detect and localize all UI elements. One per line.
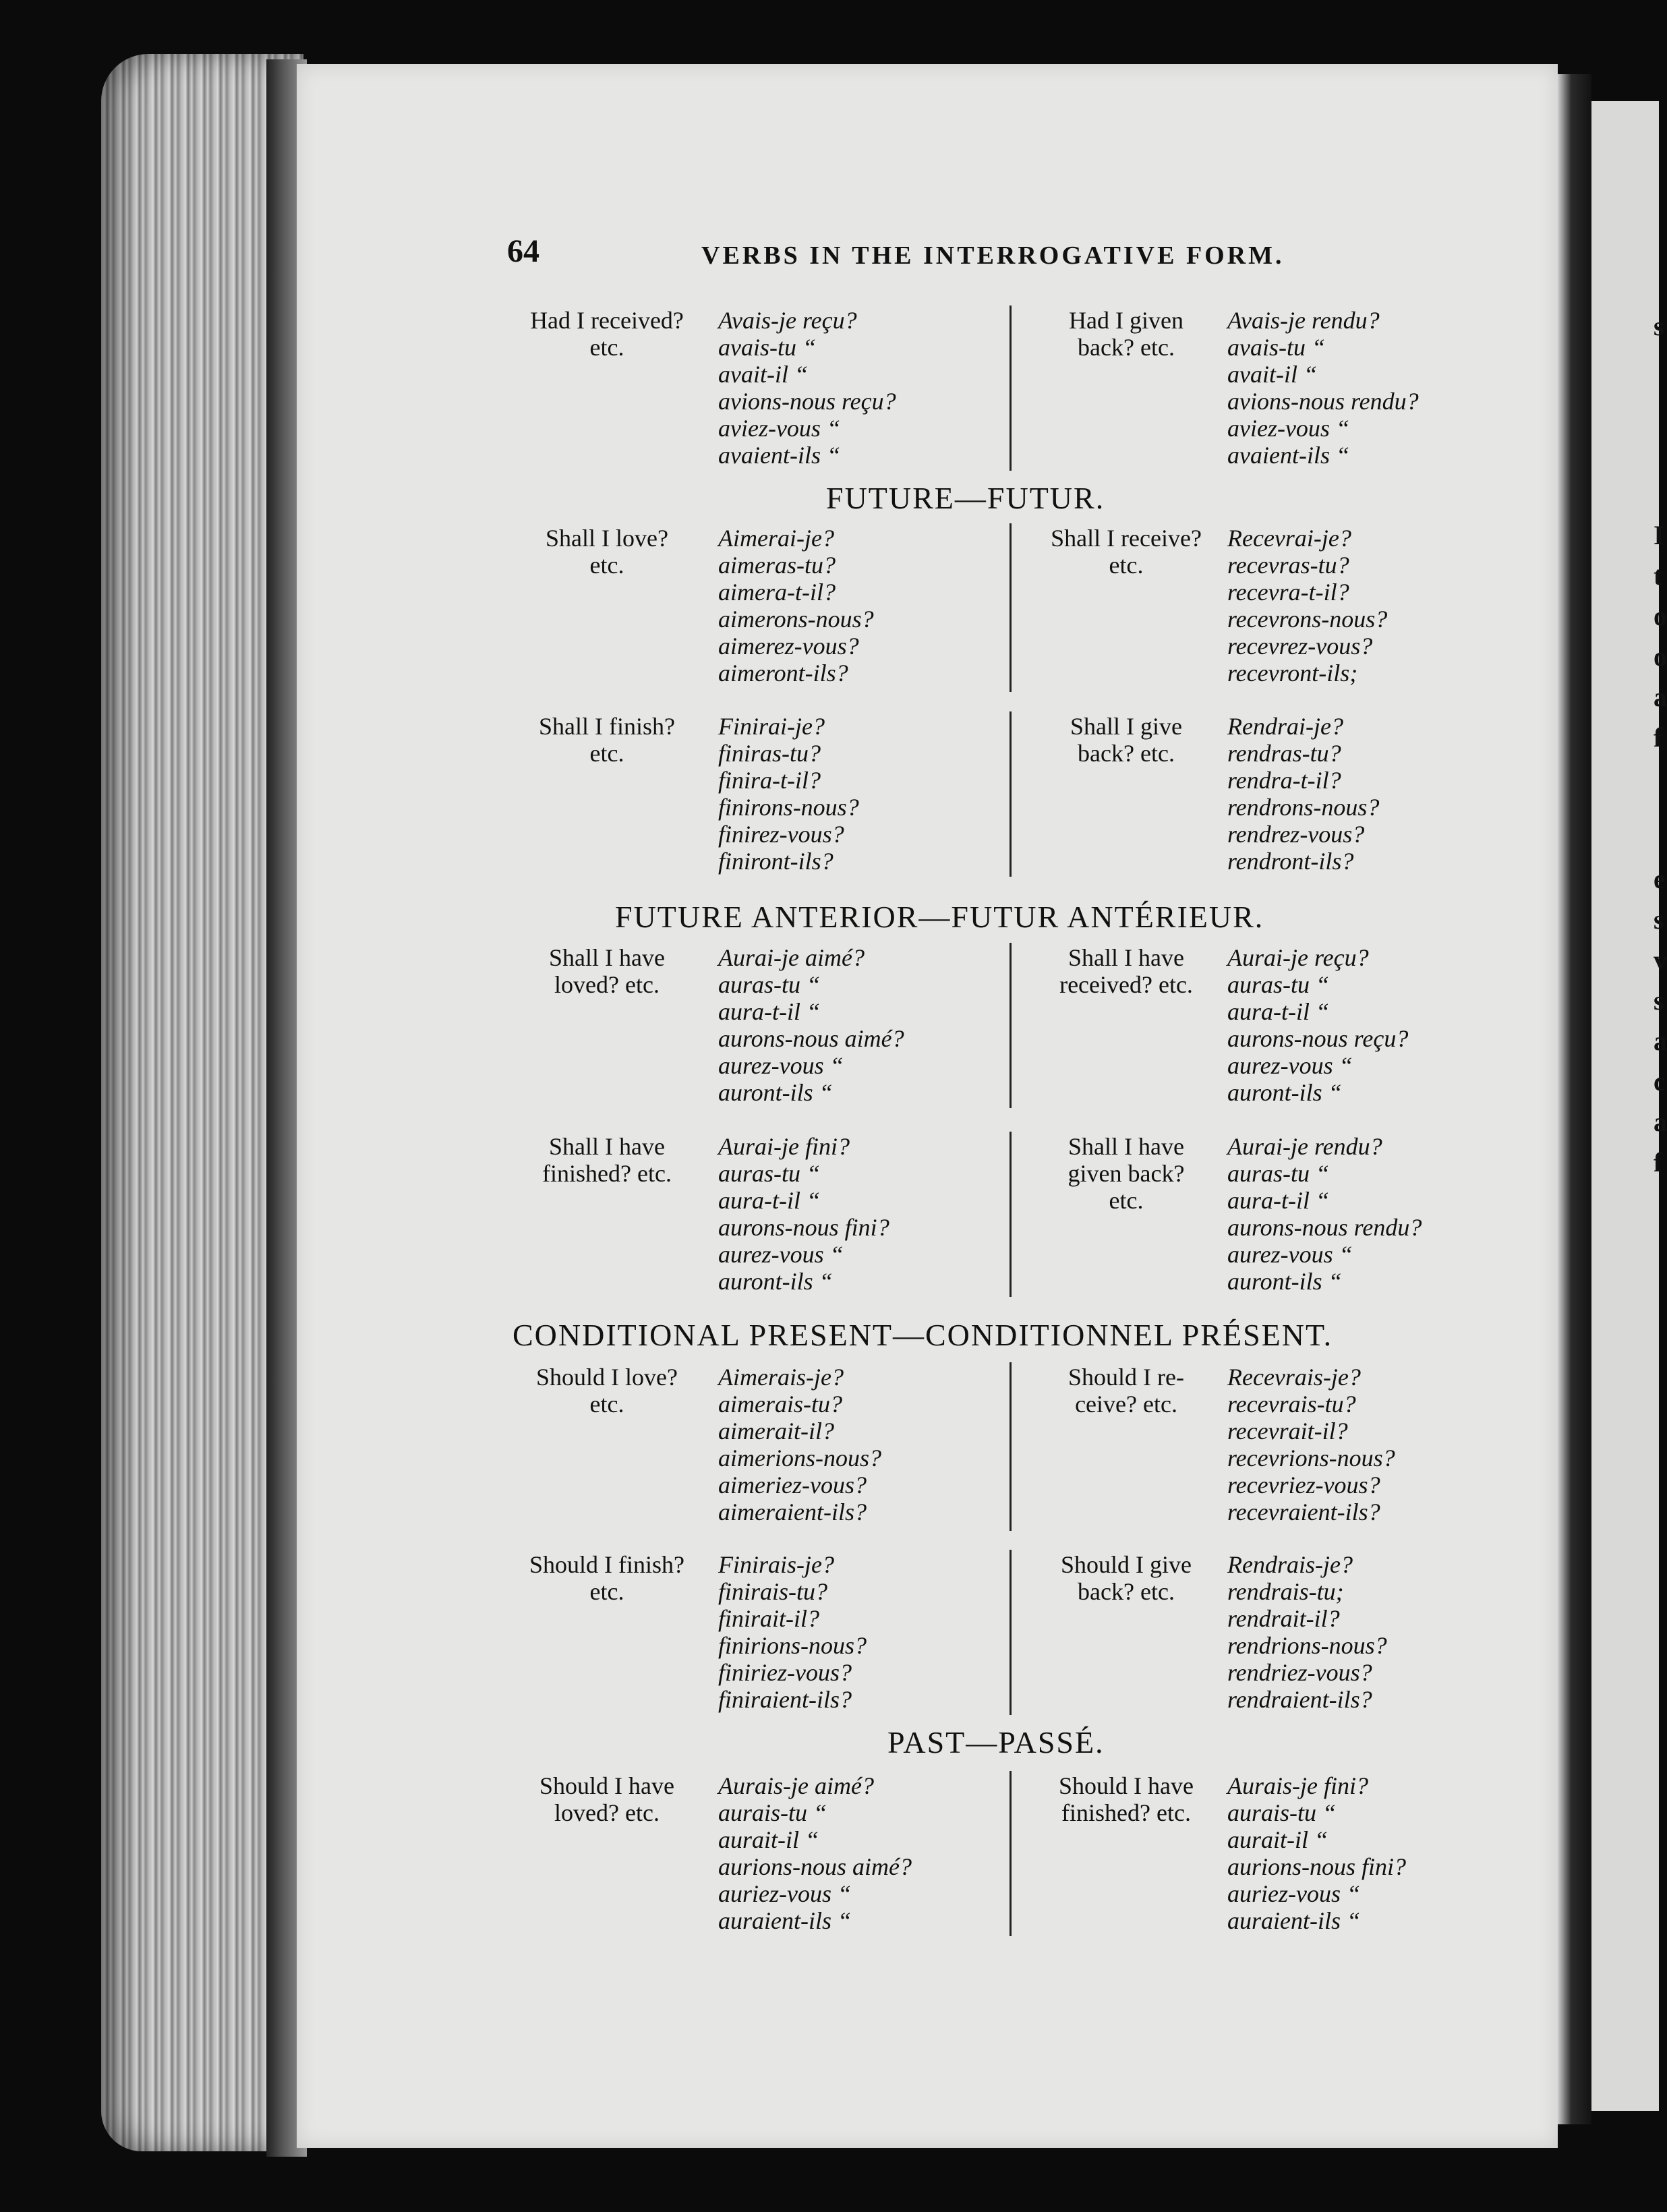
french-line: avais-tu “ xyxy=(1227,334,1326,361)
english-line: etc. xyxy=(589,1391,624,1418)
french-line: auraient-ils “ xyxy=(1227,1907,1361,1934)
left-french-conjugation xyxy=(718,525,874,687)
french-line: aimerions-nous? xyxy=(718,1445,881,1472)
french-line: Recevrai-je? xyxy=(1227,525,1351,552)
english-line: etc. xyxy=(589,1578,624,1605)
french-line: recevriez-vous? xyxy=(1227,1472,1380,1498)
french-line: aura-t-il “ xyxy=(1227,998,1330,1025)
french-line: finiraient-ils? xyxy=(718,1686,852,1713)
right-french-conjugation xyxy=(1227,307,1419,469)
running-header: VERBS IN THE INTERROGATIVE FORM. xyxy=(701,241,1285,270)
french-line: auras-tu “ xyxy=(718,1160,821,1187)
french-line: Recevrais-je? xyxy=(1227,1364,1361,1391)
left-english-prompt xyxy=(506,713,708,767)
heading-past: PAST—PASSÉ. xyxy=(887,1725,1105,1759)
english-line: Shall I have xyxy=(1068,944,1184,971)
french-line: rendriez-vous? xyxy=(1227,1659,1372,1686)
facing-page-letter: s xyxy=(1654,904,1664,935)
english-line: Should I love? xyxy=(536,1364,678,1391)
english-line: Shall I love? xyxy=(546,525,668,552)
facing-page-letter: f xyxy=(1654,722,1663,753)
right-english-prompt xyxy=(1028,1772,1224,1826)
english-line: etc. xyxy=(589,740,624,767)
facing-page-letter: a xyxy=(1654,1107,1667,1137)
english-line: back? etc. xyxy=(1078,1578,1175,1605)
french-line: Aimerai-je? xyxy=(718,525,834,552)
left-french-conjugation xyxy=(718,1364,881,1525)
french-line: rendraient-ils? xyxy=(1227,1686,1372,1713)
right-french-conjugation xyxy=(1227,525,1387,687)
french-line: aurons-nous aimé? xyxy=(718,1025,904,1052)
facing-page-letter: v xyxy=(1654,945,1667,975)
english-line: back? etc. xyxy=(1078,334,1175,361)
french-line: recevrez-vous? xyxy=(1227,633,1373,660)
left-english-prompt xyxy=(506,944,708,998)
right-english-prompt xyxy=(1028,1364,1224,1418)
french-line: aurait-il “ xyxy=(718,1826,819,1853)
right-english-prompt xyxy=(1028,307,1224,361)
column-divider xyxy=(1010,1771,1012,1936)
french-line: finirons-nous? xyxy=(718,794,859,821)
french-line: recevrait-il? xyxy=(1227,1418,1348,1445)
french-line: finiront-ils? xyxy=(718,848,834,875)
french-line: Avais-je reçu? xyxy=(718,307,857,334)
french-line: finira-t-il? xyxy=(718,767,821,794)
left-english-prompt xyxy=(506,525,708,579)
left-english-prompt xyxy=(506,1133,708,1187)
english-line: finished? etc. xyxy=(1061,1799,1191,1826)
french-line: Finirais-je? xyxy=(718,1551,834,1578)
french-line: aurez-vous “ xyxy=(1227,1241,1353,1268)
left-french-conjugation xyxy=(718,307,896,469)
french-line: aimerait-il? xyxy=(718,1418,834,1445)
french-line: aurez-vous “ xyxy=(718,1241,844,1268)
english-line: Should I have xyxy=(539,1772,674,1799)
french-line: finiras-tu? xyxy=(718,740,821,767)
right-french-conjugation xyxy=(1227,713,1379,875)
right-french-conjugation xyxy=(1227,1133,1422,1295)
left-french-conjugation xyxy=(718,944,904,1106)
english-line: ceive? etc. xyxy=(1075,1391,1177,1418)
french-line: recevra-t-il? xyxy=(1227,579,1349,606)
french-line: aura-t-il “ xyxy=(718,1187,821,1214)
french-line: aurais-tu “ xyxy=(1227,1799,1337,1826)
french-line: Finirai-je? xyxy=(718,713,825,740)
facing-page-letter: c xyxy=(1654,1066,1666,1097)
left-english-prompt xyxy=(506,1772,708,1826)
left-french-conjugation xyxy=(718,1133,889,1295)
column-divider xyxy=(1010,1362,1012,1531)
next-page-edge xyxy=(1591,101,1659,2111)
english-line: etc. xyxy=(1109,1187,1144,1214)
french-line: auras-tu “ xyxy=(718,971,821,998)
right-english-prompt xyxy=(1028,1133,1224,1214)
english-line: finished? etc. xyxy=(542,1160,672,1187)
right-french-conjugation xyxy=(1227,944,1408,1106)
english-line: Shall I receive? xyxy=(1051,525,1202,552)
column-divider xyxy=(1010,1550,1012,1715)
french-line: finirions-nous? xyxy=(718,1632,867,1659)
english-line: Shall I finish? xyxy=(539,713,675,740)
french-line: auraient-ils “ xyxy=(718,1907,852,1934)
french-line: Aurai-je aimé? xyxy=(718,944,865,971)
french-line: aimeraient-ils? xyxy=(718,1498,867,1525)
english-line: Shall I have xyxy=(549,1133,665,1160)
english-line: loved? etc. xyxy=(554,1799,660,1826)
french-line: aurions-nous fini? xyxy=(1227,1853,1407,1880)
french-line: aimera-t-il? xyxy=(718,579,836,606)
left-english-prompt xyxy=(506,1364,708,1418)
french-line: Rendrais-je? xyxy=(1227,1551,1353,1578)
french-line: Aurai-je rendu? xyxy=(1227,1133,1382,1160)
french-line: avait-il “ xyxy=(1227,361,1317,388)
french-line: rendrait-il? xyxy=(1227,1605,1340,1632)
column-divider xyxy=(1010,1132,1012,1297)
english-line: loved? etc. xyxy=(554,971,660,998)
english-line: back? etc. xyxy=(1078,740,1175,767)
french-line: aimeras-tu? xyxy=(718,552,836,579)
right-english-prompt xyxy=(1028,944,1224,998)
french-line: rendras-tu? xyxy=(1227,740,1341,767)
right-french-conjugation xyxy=(1227,1772,1406,1934)
english-line: Should I give xyxy=(1061,1551,1192,1578)
french-line: recevrons-nous? xyxy=(1227,606,1388,633)
english-line: Shall I have xyxy=(549,944,665,971)
column-divider xyxy=(1010,305,1012,471)
facing-page-letter: s xyxy=(1654,985,1664,1016)
facing-page-letter: a xyxy=(1654,1026,1667,1056)
facing-page-letter: o xyxy=(1654,641,1667,672)
french-line: Rendrai-je? xyxy=(1227,713,1343,740)
right-english-prompt xyxy=(1028,525,1224,579)
right-french-conjugation xyxy=(1227,1364,1395,1525)
french-line: avait-il “ xyxy=(718,361,808,388)
french-line: aimerons-nous? xyxy=(718,606,874,633)
french-line: Avais-je rendu? xyxy=(1227,307,1380,334)
english-line: Had I given xyxy=(1069,307,1183,334)
french-line: avions-nous reçu? xyxy=(718,388,896,415)
french-line: aurons-nous rendu? xyxy=(1227,1214,1422,1241)
french-line: aimeront-ils? xyxy=(718,660,848,687)
french-line: avaient-ils “ xyxy=(718,442,840,469)
french-line: rendrais-tu; xyxy=(1227,1578,1344,1605)
french-line: aura-t-il “ xyxy=(1227,1187,1330,1214)
french-line: recevraient-ils? xyxy=(1227,1498,1380,1525)
french-line: aurez-vous “ xyxy=(718,1052,844,1079)
french-line: rendrez-vous? xyxy=(1227,821,1365,848)
english-line: Should I finish? xyxy=(529,1551,684,1578)
french-line: finirez-vous? xyxy=(718,821,844,848)
facing-page-letter: s xyxy=(1654,311,1664,341)
heading-future-anterior: FUTURE ANTERIOR—FUTUR ANTÉRIEUR. xyxy=(615,900,1264,934)
french-line: recevras-tu? xyxy=(1227,552,1349,579)
french-line: auriez-vous “ xyxy=(718,1880,851,1907)
french-line: finiriez-vous? xyxy=(718,1659,852,1686)
facing-page-letter: t xyxy=(1654,560,1663,591)
facing-page-letter: o xyxy=(1654,601,1667,631)
french-line: aviez-vous “ xyxy=(1227,415,1349,442)
facing-page-letter: I xyxy=(1654,520,1664,550)
french-line: rendrons-nous? xyxy=(1227,794,1380,821)
french-line: auront-ils “ xyxy=(718,1268,833,1295)
french-line: auront-ils “ xyxy=(1227,1079,1342,1106)
right-english-prompt xyxy=(1028,1551,1224,1605)
french-line: Aurai-je fini? xyxy=(718,1133,850,1160)
french-line: Aurais-je fini? xyxy=(1227,1772,1368,1799)
page-number: 64 xyxy=(507,233,539,269)
french-line: aurez-vous “ xyxy=(1227,1052,1353,1079)
french-line: aimerez-vous? xyxy=(718,633,859,660)
french-line: auriez-vous “ xyxy=(1227,1880,1360,1907)
french-line: aurons-nous fini? xyxy=(718,1214,889,1241)
english-line: received? etc. xyxy=(1059,971,1193,998)
french-line: aurais-tu “ xyxy=(718,1799,827,1826)
french-line: Aimerais-je? xyxy=(718,1364,844,1391)
french-line: auront-ils “ xyxy=(1227,1268,1342,1295)
english-line: given back? xyxy=(1068,1160,1185,1187)
right-english-prompt xyxy=(1028,713,1224,767)
french-line: auront-ils “ xyxy=(718,1079,833,1106)
french-line: rendront-ils? xyxy=(1227,848,1354,875)
english-line: etc. xyxy=(589,552,624,579)
left-french-conjugation xyxy=(718,1772,912,1934)
french-line: recevront-ils; xyxy=(1227,660,1358,687)
facing-page-letter: f xyxy=(1654,1147,1663,1177)
french-line: aurons-nous reçu? xyxy=(1227,1025,1409,1052)
french-line: aura-t-il “ xyxy=(718,998,821,1025)
french-line: rendrions-nous? xyxy=(1227,1632,1387,1659)
french-line: Aurais-je aimé? xyxy=(718,1772,874,1799)
right-french-conjugation xyxy=(1227,1551,1387,1713)
french-line: finirais-tu? xyxy=(718,1578,828,1605)
french-line: auras-tu “ xyxy=(1227,971,1330,998)
english-line: Should I re- xyxy=(1068,1364,1184,1391)
french-line: avais-tu “ xyxy=(718,334,817,361)
page-fold-shadow xyxy=(1558,74,1591,2124)
french-line: avions-nous rendu? xyxy=(1227,388,1419,415)
heading-conditional-present: CONDITIONAL PRESENT—CONDITIONNEL PRÉSENT. xyxy=(513,1318,1333,1352)
left-french-conjugation xyxy=(718,713,859,875)
english-line: Shall I have xyxy=(1068,1133,1184,1160)
english-line: Shall I give xyxy=(1070,713,1182,740)
french-line: avaient-ils “ xyxy=(1227,442,1349,469)
english-line: Should I have xyxy=(1059,1772,1194,1799)
english-line: etc. xyxy=(589,334,624,361)
column-divider xyxy=(1010,711,1012,877)
french-line: recevrions-nous? xyxy=(1227,1445,1395,1472)
column-divider xyxy=(1010,943,1012,1108)
left-english-prompt xyxy=(506,307,708,361)
french-line: rendra-t-il? xyxy=(1227,767,1341,794)
french-line: finirait-il? xyxy=(718,1605,820,1632)
french-line: recevrais-tu? xyxy=(1227,1391,1356,1418)
left-english-prompt xyxy=(506,1551,708,1605)
column-divider xyxy=(1010,523,1012,692)
french-line: aviez-vous “ xyxy=(718,415,840,442)
english-line: Had I received? xyxy=(530,307,684,334)
english-line: etc. xyxy=(1109,552,1144,579)
french-line: aurait-il “ xyxy=(1227,1826,1328,1853)
french-line: aurions-nous aimé? xyxy=(718,1853,912,1880)
heading-future: FUTURE—FUTUR. xyxy=(826,481,1105,515)
french-line: aimeriez-vous? xyxy=(718,1472,867,1498)
facing-page-letter: a xyxy=(1654,682,1667,712)
french-line: auras-tu “ xyxy=(1227,1160,1330,1187)
facing-page-letter: e xyxy=(1654,864,1666,894)
french-line: aimerais-tu? xyxy=(718,1391,842,1418)
left-french-conjugation xyxy=(718,1551,867,1713)
french-line: Aurai-je reçu? xyxy=(1227,944,1369,971)
